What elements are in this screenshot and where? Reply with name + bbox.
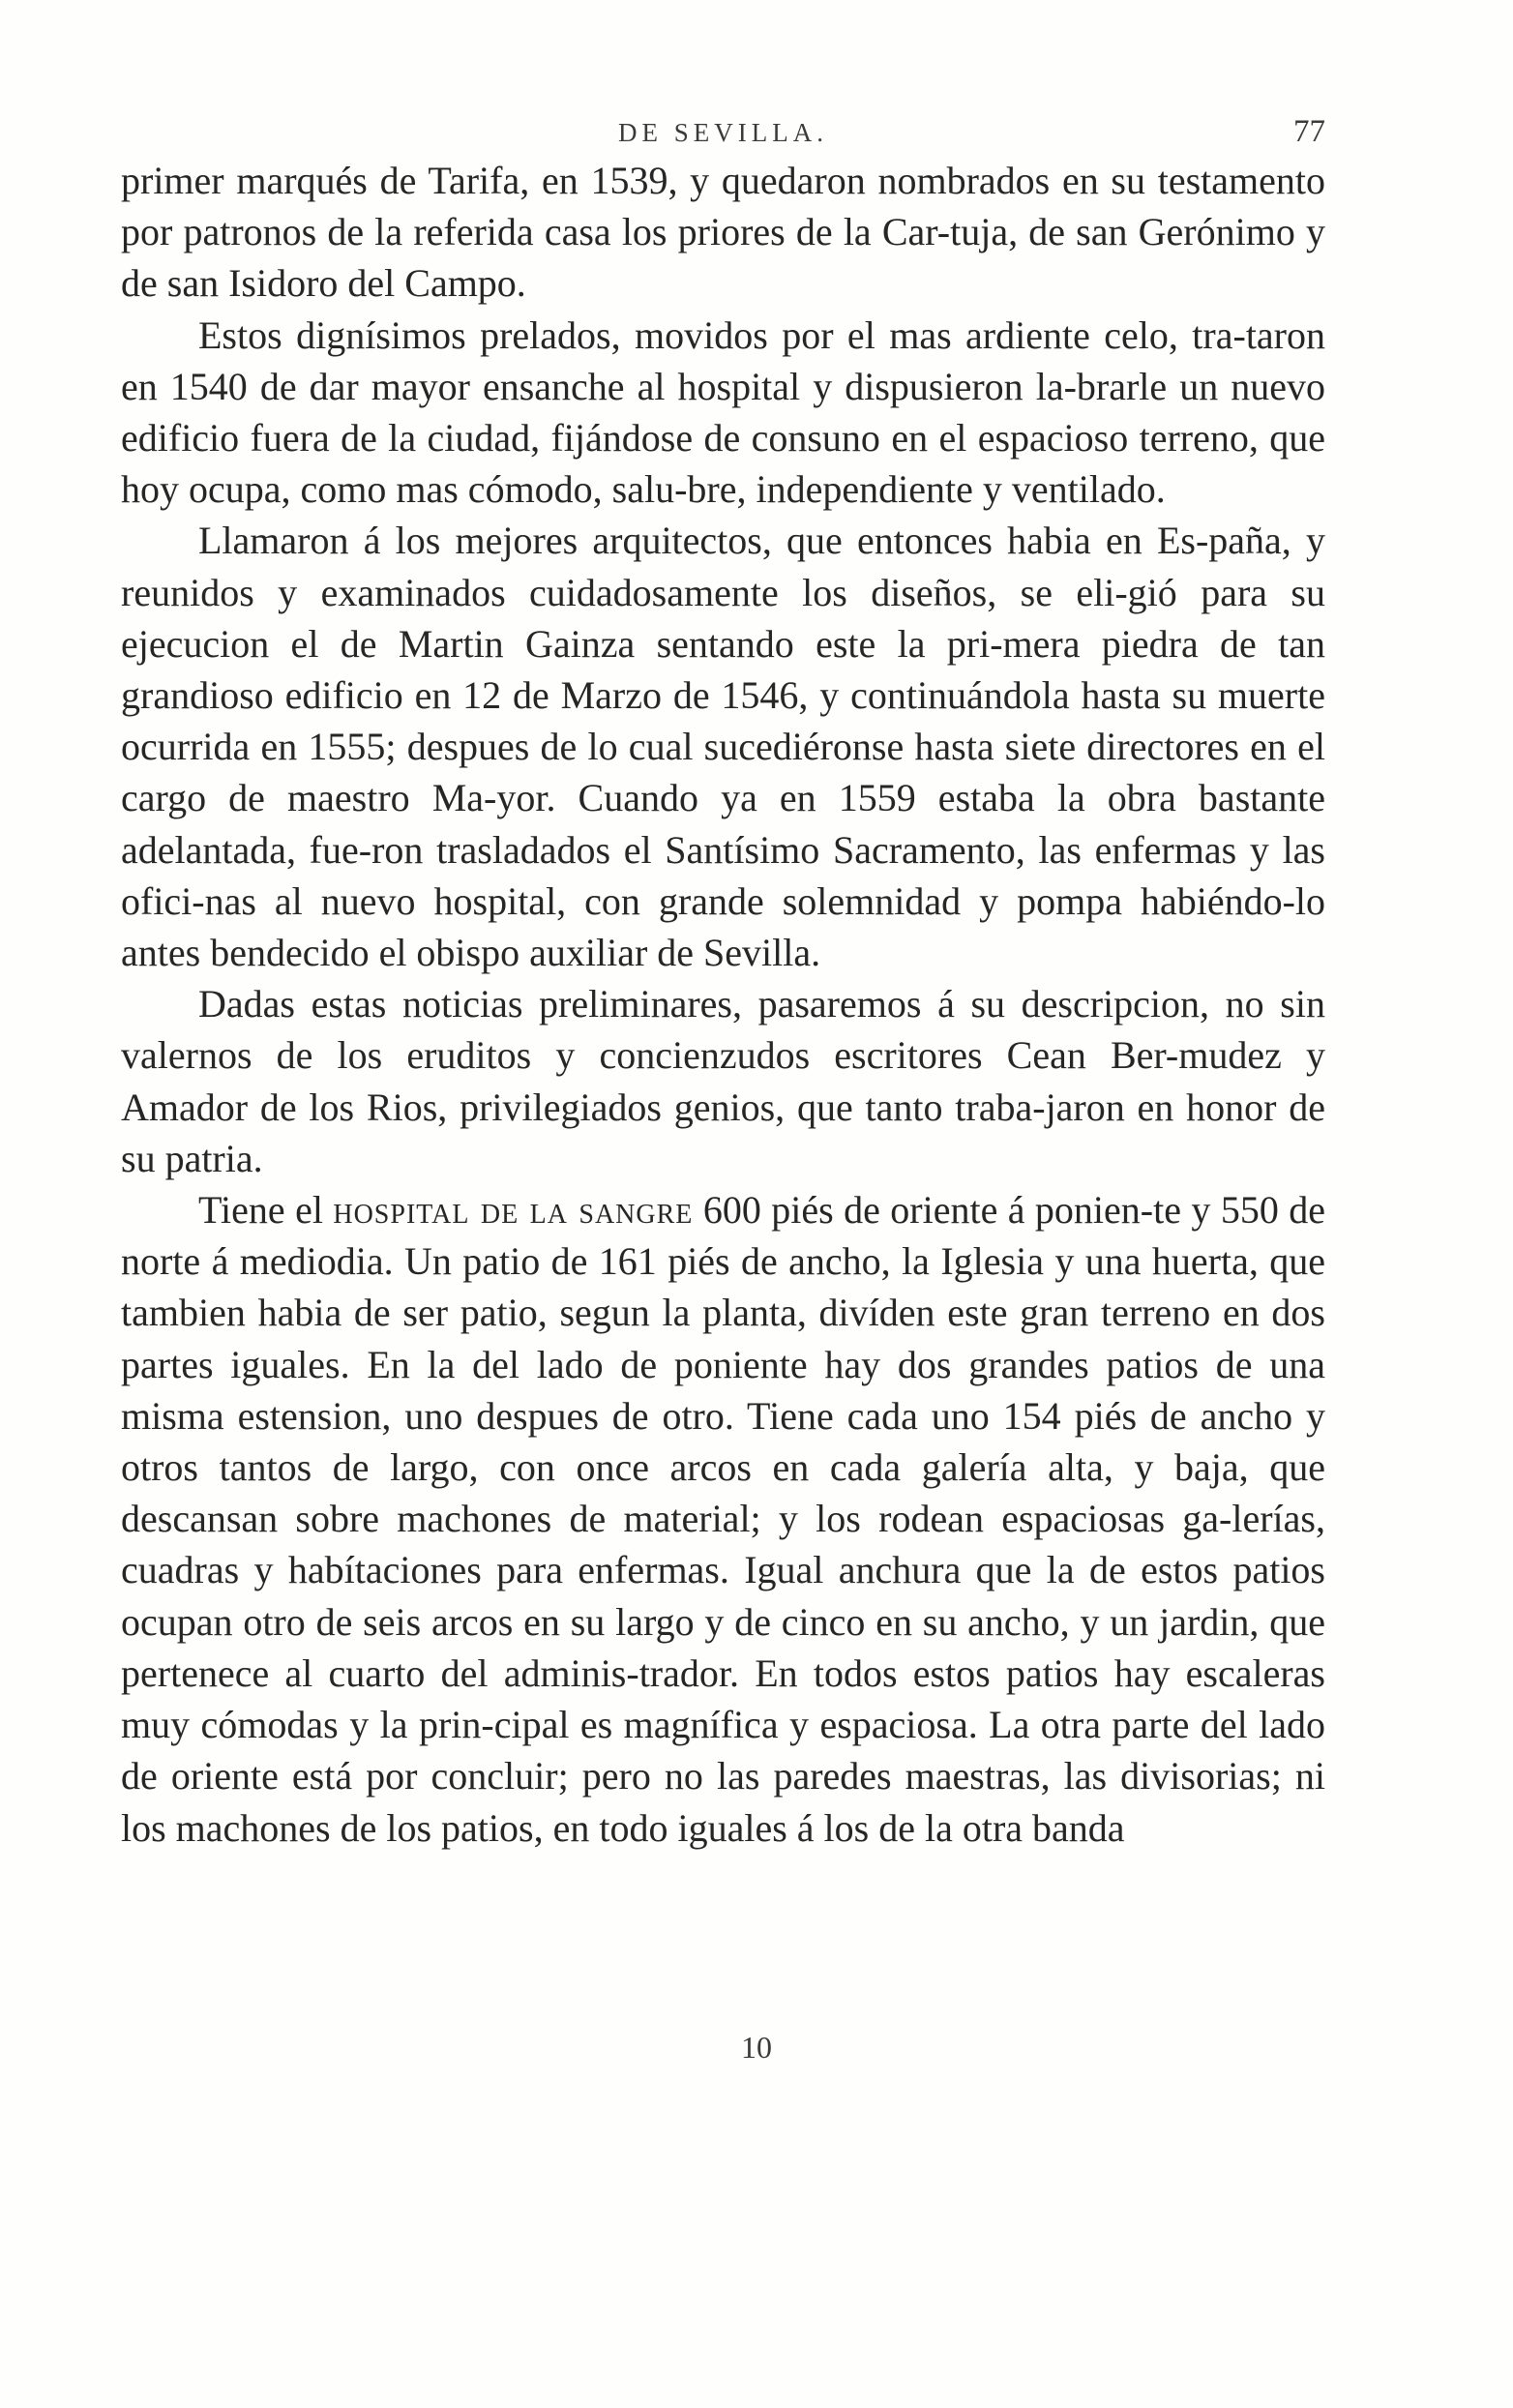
paragraph-5-rest: 600 piés de oriente á ponien-te y 550 de norte á mediodia. Un patio de 161 piés de ancho, la Iglesia y una huerta, que tambien habia de ser patio, segun la planta, divíden este gran terreno en dos partes iguales. En la del lado de poniente hay dos grandes patios de una misma estension, uno despues de otro. Tiene cada uno 154 piés de ancho y otros tantos de largo, con once arcos en cada galería alta, y baja, que descansan sobre machones de material; y los rodean espaciosas ga-lerías, cuadras y habítaciones para enfermas. Igual anchura que la de estos patios ocupan otro de seis arcos en su largo y de cinco en su ancho, y un jardin, que pertenece al cuarto del adminis-trador. En todos estos patios hay escaleras muy cómodas y la prin-cipal es magnífica y espaciosa. La otra parte del lado de oriente está por concluir; pero no las paredes maestras, las divisorias; ni los machones de los patios, en todo iguales á los de la otra banda [121,1188,1325,1850]
paragraph-1: primer marqués de Tarifa, en 1539, y quedaron nombrados en su testamento por patronos de la referida casa los priores de la Car-tuja, de san Gerónimo y de san Isidoro del Campo. [121,159,1325,306]
running-head: DE SEVILLA. [618,118,828,147]
paragraph-5-start: Tiene el [198,1188,334,1233]
paragraph-5 [121,1184,1325,1854]
page-header [121,114,1325,153]
hospital-name-smallcaps: hospital de la sangre [333,1188,694,1233]
signature-mark: 10 [741,2030,772,2065]
paragraph-4: Dadas estas noticias preliminares, pasaremos á su descripcion, no sin valernos de los eruditos y concienzudos escritores Cean Ber-mudez y Amador de los Rios, privilegiados genios, que tanto traba-jaron en honor de su patria. [121,982,1325,1180]
paragraph-3: Llamaron á los mejores arquitectos, que entonces habia en Es-paña, y reunidos y examinados cuidadosamente los diseños, se eli-gió para su ejecucion el de Martin Gainza sentando este la pri-mera piedra de tan grandioso edificio en 12 de Marzo de 1546, y continuándola hasta su muerte ocurrida en 1555; despues de lo cual sucediéronse hasta siete directores en el cargo de maestro Ma-yor. Cuando ya en 1559 estaba la obra bastante adelantada, fue-ron trasladados el Santísimo Sacramento, las enfermas y las ofici-nas al nuevo hospital, con grande solemnidad y pompa habiéndo-lo antes bendecido el obispo auxiliar de Sevilla. [121,519,1325,975]
body-text [121,155,1325,1854]
paragraph-2: Estos dignísimos prelados, movidos por el mas ardiente celo, tra-taron en 1540 de dar mayor ensanche al hospital y dispusieron la-brarle un nuevo edificio fuera de la ciudad, fijándose de consuno en el espacioso terreno, que hoy ocupa, como mas cómodo, salu-bre, independiente y ventilado. [121,312,1325,512]
page-number: 77 [1293,114,1325,149]
